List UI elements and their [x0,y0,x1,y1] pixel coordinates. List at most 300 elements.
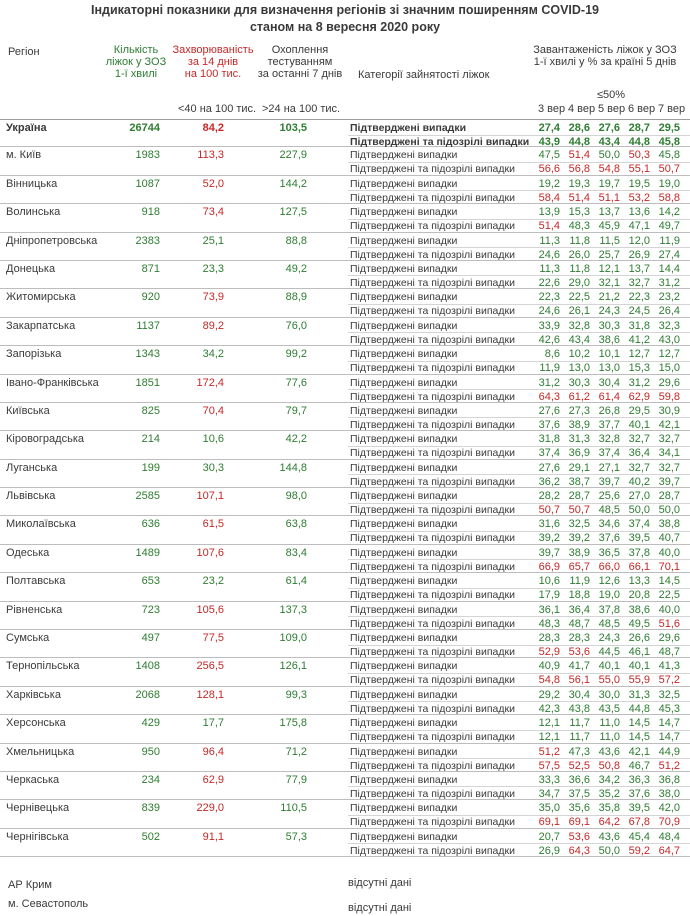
bed-count: 723 [141,603,160,616]
occupancy-suspected-value: 50,8 [598,759,620,772]
occupancy-confirmed-value: 36,8 [658,773,680,786]
occupancy-suspected-value: 50,7 [658,163,680,176]
category-confirmed: Підтверджені випадки [350,830,458,843]
footer-note: відсутні дані [348,902,412,914]
bed-count: 199 [141,461,160,474]
occupancy-suspected-value: 36,2 [538,475,560,488]
occupancy-suspected-value: 44,8 [568,136,590,148]
occupancy-confirmed-value: 12,6 [598,575,620,588]
category-confirmed-suspected: Підтверджені та підозрілі випадки [350,816,515,829]
category-confirmed: Підтверджені випадки [350,206,458,219]
category-confirmed-suspected: Підтверджені та підозрілі випадки [350,844,515,857]
region-name: Тернопільська [6,660,80,673]
category-confirmed-suspected: Підтверджені та підозрілі випадки [350,646,515,659]
category-confirmed: Підтверджені випадки [350,632,458,645]
occupancy-confirmed-value: 13,3 [628,575,650,588]
table-row [0,375,690,403]
occupancy-confirmed-value: 22,5 [568,291,590,304]
occupancy-suspected-value: 61,4 [598,390,620,403]
table-row [0,772,690,800]
occupancy-suspected-value: 39,2 [538,532,560,545]
table-row [0,147,690,175]
region-name: Донецька [6,262,56,275]
bed-count: 920 [141,291,160,304]
occupancy-confirmed-value: 30,4 [568,688,590,701]
category-confirmed-suspected: Підтверджені та підозрілі випадки [350,136,530,148]
category-confirmed-suspected: Підтверджені та підозрілі випадки [350,191,515,204]
category-confirmed: Підтверджені випадки [350,717,458,730]
occupancy-confirmed-value: 27,6 [538,404,560,417]
testing-value: 103,5 [279,122,307,134]
occupancy-confirmed-value: 38,9 [568,546,590,559]
occupancy-confirmed-value: 47,5 [538,149,560,162]
occupancy-confirmed-value: 28,7 [628,122,650,134]
footer-region: м. Севастополь [8,898,89,910]
occupancy-confirmed-value: 42,1 [628,745,650,758]
occupancy-suspected-value: 11,7 [569,731,590,744]
occupancy-confirmed-value: 10,2 [568,348,590,361]
bed-count: 1408 [135,660,160,673]
occupancy-confirmed-value: 38,6 [628,603,650,616]
header-testing: Охоплення тестуванням за останні 7 днів [257,44,343,80]
occupancy-suspected-value: 48,3 [568,220,590,233]
occupancy-suspected-value: 31,2 [658,276,680,289]
occupancy-confirmed-value: 36,5 [598,546,620,559]
occupancy-suspected-value: 69,1 [538,816,560,829]
occupancy-suspected-value: 50,0 [598,844,620,857]
occupancy-confirmed-value: 24,3 [598,632,620,645]
incidence-value: 89,2 [202,319,224,332]
bed-count: 26744 [129,122,160,134]
occupancy-suspected-value: 20,8 [628,589,650,602]
table-row [0,176,690,204]
occupancy-suspected-value: 50,0 [628,504,650,517]
occupancy-confirmed-value: 26,8 [598,404,620,417]
occupancy-suspected-value: 45,3 [658,702,680,715]
occupancy-suspected-value: 42,1 [658,418,680,431]
occupancy-confirmed-value: 11,9 [659,234,680,247]
occupancy-confirmed-value: 33,3 [538,773,560,786]
day-header: 6 вер [628,103,656,115]
occupancy-suspected-value: 24,5 [628,305,650,318]
testing-value: 227,9 [279,149,307,162]
testing-value: 71,2 [285,745,307,758]
bed-count: 1137 [136,319,160,332]
occupancy-suspected-value: 36,4 [628,447,650,460]
occupancy-suspected-value: 37,7 [598,418,620,431]
category-confirmed-suspected: Підтверджені та підозрілі випадки [350,532,515,545]
incidence-value: 77,5 [202,632,224,645]
category-confirmed-suspected: Підтверджені та підозрілі випадки [350,248,515,261]
category-confirmed: Підтверджені випадки [350,490,458,503]
occupancy-confirmed-value: 31,3 [628,688,650,701]
incidence-threshold: <40 на 100 тис. [178,103,257,115]
occupancy-confirmed-value: 29,6 [658,632,680,645]
bed-count: 2585 [135,490,160,503]
occupancy-confirmed-value: 39,5 [628,802,650,815]
bed-count: 429 [141,717,160,730]
occupancy-suspected-value: 40,2 [628,475,650,488]
occupancy-confirmed-value: 45,8 [658,149,680,162]
occupancy-confirmed-value: 28,7 [568,490,590,503]
occupancy-confirmed-value: 33,9 [538,319,560,332]
occupancy-confirmed-value: 11,8 [569,234,590,247]
occupancy-suspected-value: 37,6 [538,418,560,431]
table-row [0,800,690,828]
occupancy-confirmed-value: 11,5 [599,234,620,247]
category-confirmed: Підтверджені випадки [350,348,458,361]
occupancy-confirmed-value: 31,2 [628,376,650,389]
region-name: Одеська [6,546,50,559]
incidence-value: 23,2 [202,575,224,588]
occupancy-suspected-value: 69,1 [568,816,590,829]
testing-value: 83,4 [285,546,307,559]
occupancy-suspected-value: 57,2 [658,674,680,687]
category-confirmed: Підтверджені випадки [350,404,458,417]
region-name: Вінницька [6,177,58,190]
category-confirmed: Підтверджені випадки [350,262,458,275]
category-confirmed: Підтверджені випадки [350,177,458,190]
table-row [0,460,690,488]
occupancy-suspected-value: 45,9 [598,220,620,233]
occupancy-suspected-value: 50,7 [568,504,590,517]
occupancy-suspected-value: 11,0 [599,731,620,744]
incidence-value: 256,5 [196,660,224,673]
occupancy-suspected-value: 54,8 [598,163,620,176]
header-beds: Кількість ліжок у ЗОЗ 1-ї хвилі [105,44,167,80]
occupancy-confirmed-value: 11,3 [539,234,560,247]
occupancy-suspected-value: 39,5 [628,532,650,545]
bed-count: 653 [141,575,160,588]
category-confirmed-suspected: Підтверджені та підозрілі випадки [350,731,515,744]
occupancy-suspected-value: 38,0 [658,787,680,800]
testing-value: 144,2 [279,177,307,190]
bed-count: 2383 [135,234,160,247]
region-name: Львівська [6,490,56,503]
region-name: Миколаївська [6,518,76,531]
day-header: 3 вер [538,103,566,115]
testing-threshold: >24 на 100 тис. [262,103,341,115]
occupancy-suspected-value: 46,7 [628,759,650,772]
occupancy-suspected-value: 44,8 [628,702,650,715]
occupancy-suspected-value: 55,9 [628,674,650,687]
incidence-value: 128,1 [196,688,224,701]
region-name: Полтавська [6,575,66,588]
occupancy-suspected-value: 59,2 [628,844,650,857]
occupancy-confirmed-value: 26,6 [628,632,650,645]
occupancy-suspected-value: 40,1 [628,418,650,431]
table-row-total [0,119,690,147]
occupancy-confirmed-value: 40,1 [628,660,650,673]
occupancy-suspected-value: 26,9 [538,844,560,857]
occupancy-confirmed-value: 28,3 [568,632,590,645]
region-name: Чернівецька [6,802,70,815]
occupancy-suspected-value: 59,8 [658,390,680,403]
occupancy-suspected-value: 62,9 [628,390,650,403]
occupancy-confirmed-value: 43,6 [598,830,620,843]
testing-value: 110,5 [280,802,307,815]
occupancy-confirmed-value: 51,4 [568,149,590,162]
occupancy-confirmed-value: 32,7 [628,433,650,446]
incidence-value: 30,3 [202,461,224,474]
footer-note: відсутні дані [348,877,412,889]
occupancy-confirmed-value: 13,7 [598,206,620,219]
occupancy-confirmed-value: 28,7 [658,490,680,503]
region-name: Київська [6,404,50,417]
header-region: Регіон [8,46,40,58]
occupancy-suspected-value: 43,4 [598,136,620,148]
category-confirmed: Підтверджені випадки [350,433,458,446]
category-confirmed-suspected: Підтверджені та підозрілі випадки [350,418,515,431]
occupancy-suspected-value: 12,1 [538,731,560,744]
occupancy-suspected-value: 48,5 [598,617,620,630]
table-row [0,261,690,289]
occupancy-confirmed-value: 23,2 [658,291,680,304]
region-name: Волинська [6,206,61,219]
incidence-value: 96,4 [202,745,224,758]
bed-count: 214 [141,433,160,446]
bed-count: 918 [141,206,160,219]
occupancy-confirmed-value: 29,1 [568,461,590,474]
occupancy-confirmed-value: 19,5 [628,177,650,190]
category-confirmed-suspected: Підтверджені та підозрілі випадки [350,333,515,346]
occupancy-confirmed-value: 14,7 [658,717,680,730]
occupancy-suspected-value: 38,9 [568,418,590,431]
occupancy-suspected-value: 17,9 [538,589,560,602]
occupancy-confirmed-value: 41,7 [568,660,590,673]
occupancy-suspected-value: 48,7 [568,617,590,630]
region-name: Харківська [6,688,61,701]
category-confirmed: Підтверджені випадки [350,546,458,559]
testing-value: 137,3 [279,603,307,616]
title-line-2: станом на 8 вересня 2020 року [249,20,441,34]
incidence-value: 10,6 [202,433,224,446]
region-name: Україна [6,122,47,134]
testing-value: 42,2 [285,433,307,446]
header-occupancy: Завантаженість ліжок у ЗОЗ 1-ї хвилі у % за країні 5 днів [533,44,677,68]
bed-count: 1087 [135,177,160,190]
occupancy-confirmed-value: 11,3 [539,262,560,275]
table-row [0,403,690,431]
occupancy-suspected-value: 26,9 [628,248,650,261]
category-confirmed: Підтверджені випадки [350,461,458,474]
occupancy-confirmed-value: 27,0 [628,490,650,503]
category-confirmed-suspected: Підтверджені та підозрілі випадки [350,504,515,517]
occupancy-confirmed-value: 38,8 [658,518,680,531]
testing-value: 49,2 [285,262,307,275]
occupancy-confirmed-value: 50,0 [598,149,620,162]
occupancy-suspected-value: 26,0 [568,248,590,261]
table-row [0,687,690,715]
testing-value: 63,8 [285,518,307,531]
incidence-value: 52,0 [202,177,224,190]
occupancy-suspected-value: 42,6 [538,333,560,346]
occupancy-confirmed-value: 37,8 [598,603,620,616]
occupancy-confirmed-value: 11,0 [599,717,620,730]
occupancy-suspected-value: 44,8 [628,136,650,148]
occupancy-confirmed-value: 27,6 [538,461,560,474]
table-row [0,346,690,374]
bed-count: 950 [141,745,160,758]
occupancy-suspected-value: 15,3 [628,362,650,375]
occupancy-confirmed-value: 19,2 [538,177,560,190]
occupancy-confirmed-value: 29,6 [658,376,680,389]
occupancy-confirmed-value: 12,7 [658,348,680,361]
occupancy-confirmed-value: 19,7 [598,177,620,190]
region-name: Чернігівська [6,830,69,843]
occupancy-suspected-value: 43,9 [538,136,560,148]
occupancy-confirmed-value: 12,1 [598,262,620,275]
testing-value: 76,0 [285,319,307,332]
occupancy-confirmed-value: 32,8 [598,433,620,446]
occupancy-suspected-value: 54,8 [538,674,560,687]
category-confirmed: Підтверджені випадки [350,234,458,247]
occupancy-suspected-value: 24,3 [598,305,620,318]
occupancy-suspected-value: 39,7 [658,475,680,488]
incidence-value: 105,6 [196,603,224,616]
category-confirmed-suspected: Підтверджені та підозрілі випадки [350,390,515,403]
occupancy-suspected-value: 39,2 [568,532,590,545]
occupancy-suspected-value: 50,0 [658,504,680,517]
testing-value: 57,3 [285,830,307,843]
category-confirmed-suspected: Підтверджені та підозрілі випадки [350,674,515,687]
occupancy-confirmed-value: 36,6 [568,773,590,786]
category-confirmed: Підтверджені випадки [350,376,458,389]
occupancy-confirmed-value: 36,4 [568,603,590,616]
testing-value: 175,8 [279,717,307,730]
bed-count: 839 [141,802,160,815]
occupancy-suspected-value: 18,8 [568,589,590,602]
occupancy-suspected-value: 32,1 [598,276,620,289]
incidence-value: 61,5 [202,518,224,531]
occupancy-suspected-value: 53,2 [628,191,650,204]
occupancy-confirmed-value: 35,8 [598,802,620,815]
occupancy-confirmed-value: 44,9 [658,745,680,758]
testing-value: 144,8 [279,461,307,474]
category-confirmed-suspected: Підтверджені та підозрілі випадки [350,560,515,573]
occupancy-confirmed-value: 40,9 [538,660,560,673]
category-confirmed-suspected: Підтверджені та підозрілі випадки [350,589,515,602]
occupancy-suspected-value: 38,7 [568,475,590,488]
occupancy-suspected-value: 14,5 [628,731,650,744]
occupancy-suspected-value: 55,0 [598,674,620,687]
category-confirmed-suspected: Підтверджені та підозрілі випадки [350,447,515,460]
category-confirmed-suspected: Підтверджені та підозрілі випадки [350,362,515,375]
occupancy-confirmed-value: 32,7 [658,433,680,446]
category-confirmed: Підтверджені випадки [350,291,458,304]
incidence-value: 70,4 [202,404,224,417]
region-name: м. Київ [6,149,42,162]
category-confirmed: Підтверджені випадки [350,773,458,786]
occupancy-confirmed-value: 12,1 [538,717,560,730]
testing-value: 99,3 [285,688,307,701]
region-name: Закарпатська [6,319,76,332]
occupancy-suspected-value: 48,3 [538,617,560,630]
occupancy-confirmed-value: 11,9 [569,575,590,588]
table-row [0,318,690,346]
occupancy-confirmed-value: 40,1 [598,660,620,673]
occupancy-suspected-value: 27,4 [658,248,680,261]
testing-value: 77,6 [285,376,307,389]
bed-count: 1983 [135,149,160,162]
occupancy-confirmed-value: 30,3 [568,376,590,389]
occupancy-suspected-value: 25,7 [598,248,620,261]
category-confirmed: Підтверджені випадки [350,575,458,588]
category-confirmed: Підтверджені випадки [350,518,458,531]
testing-value: 88,9 [285,291,307,304]
occupancy-suspected-value: 35,2 [598,787,620,800]
region-name: Кіровоградська [6,433,84,446]
occupancy-confirmed-value: 11,7 [569,717,590,730]
incidence-value: 113,3 [197,149,224,162]
occupancy-suspected-value: 61,2 [568,390,590,403]
occupancy-suspected-value: 66,1 [628,560,650,573]
occupancy-confirmed-value: 10,6 [538,575,560,588]
incidence-value: 62,9 [202,773,224,786]
occupancy-confirmed-value: 32,8 [568,319,590,332]
occupancy-suspected-value: 51,4 [538,220,560,233]
occupancy-suspected-value: 67,8 [628,816,650,829]
occupancy-confirmed-value: 30,3 [598,319,620,332]
occupancy-suspected-value: 32,7 [628,276,650,289]
occupancy-confirmed-value: 14,5 [658,575,680,588]
occupancy-suspected-value: 26,4 [658,305,680,318]
occupancy-confirmed-value: 22,3 [628,291,650,304]
occupancy-confirmed-value: 53,6 [568,830,590,843]
occupancy-confirmed-value: 27,6 [598,122,620,134]
bed-count: 502 [141,830,160,843]
occupancy-confirmed-value: 13,7 [628,262,650,275]
occupancy-suspected-value: 49,7 [658,220,680,233]
table-row [0,602,690,630]
occupancy-suspected-value: 56,8 [568,163,590,176]
testing-value: 127,5 [279,206,307,219]
occupancy-confirmed-value: 40,0 [658,546,680,559]
table-row [0,573,690,601]
table-row [0,829,690,857]
region-name: Запорізька [6,348,62,361]
region-name: Рівненська [6,603,63,616]
header-category: Категорії зайнятості ліжок [358,69,490,81]
occupancy-confirmed-value: 32,7 [628,461,650,474]
occupancy-confirmed-value: 34,2 [598,773,620,786]
occupancy-suspected-value: 37,4 [598,447,620,460]
category-confirmed-suspected: Підтверджені та підозрілі випадки [350,787,515,800]
category-confirmed-suspected: Підтверджені та підозрілі випадки [350,276,515,289]
incidence-value: 84,2 [202,122,224,134]
bed-count: 825 [141,404,160,417]
occupancy-suspected-value: 15,0 [658,362,680,375]
occupancy-suspected-value: 56,6 [538,163,560,176]
occupancy-confirmed-value: 30,4 [598,376,620,389]
occupancy-suspected-value: 14,7 [658,731,680,744]
occupancy-confirmed-value: 13,6 [628,206,650,219]
category-confirmed: Підтверджені випадки [350,802,458,815]
occupancy-suspected-value: 13,0 [598,362,620,375]
occupancy-suspected-value: 44,5 [598,646,620,659]
indicator-table [0,119,690,857]
occupancy-confirmed-value: 19,0 [658,177,680,190]
occupancy-confirmed-value: 48,4 [658,830,680,843]
occupancy-suspected-value: 48,5 [598,504,620,517]
testing-value: 88,8 [285,234,307,247]
report-title [0,2,690,36]
table-row [0,516,690,544]
table-row [0,289,690,317]
testing-value: 98,0 [285,490,307,503]
occupancy-confirmed-value: 32,5 [658,688,680,701]
occupancy-confirmed-value: 39,7 [538,546,560,559]
